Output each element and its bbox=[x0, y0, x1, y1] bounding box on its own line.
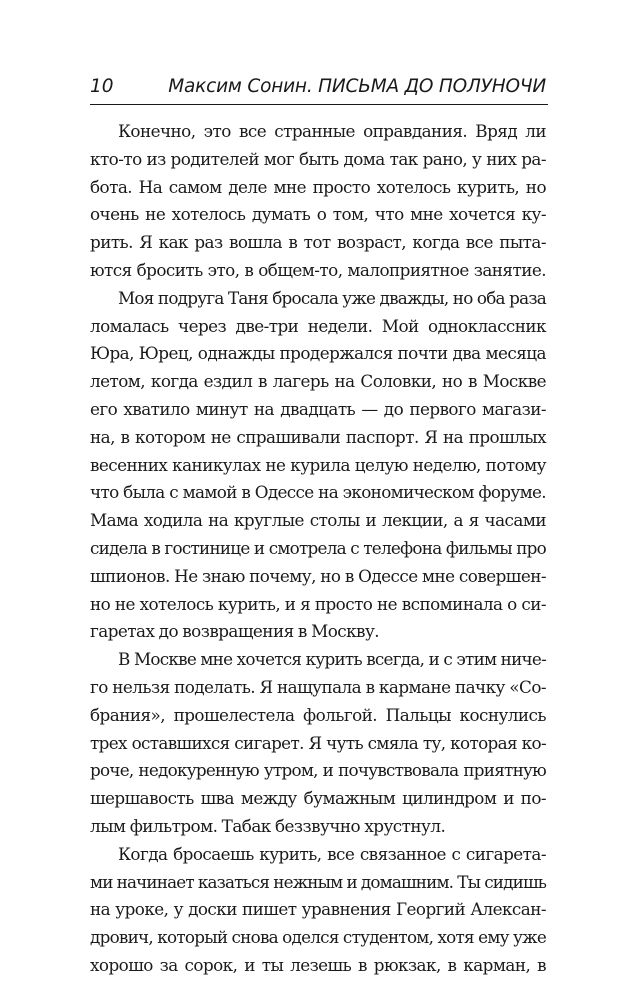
text-line: рить. Я как раз вошла в тот возраст, когда все пыта- bbox=[90, 232, 546, 253]
text-line: шпионов. Не знаю почему, но в Одессе мне совершен- bbox=[90, 565, 546, 586]
text-line: бота. На самом деле мне просто хотелось курить, но bbox=[90, 176, 546, 197]
text-line: на уроке, у доски пишет уравнения Георгий Алексан- bbox=[90, 899, 546, 920]
text-line: Юра, Юрец, однажды продержался почти два месяца bbox=[90, 343, 546, 364]
text-line: хорошо за сорок, и ты лезешь в рюкзак, в карман, в bbox=[90, 954, 546, 975]
text-line: что была с мамой в Одессе на экономическом форуме. bbox=[90, 482, 546, 503]
text-line: лым фильтром. Табак беззвучно хрустнул. bbox=[90, 815, 446, 836]
text-line: на, в котором не спрашивали паспорт. Я на прошлых bbox=[90, 426, 546, 447]
text-line: летом, когда ездил в лагерь на Соловки, но в Москве bbox=[90, 371, 546, 392]
text-line: ются бросить это, в общем-то, малоприятное занятие. bbox=[90, 259, 546, 280]
text-line: Мама ходила на круглые столы и лекции, а я часами bbox=[90, 510, 546, 531]
body-text bbox=[90, 118, 546, 980]
header-rule bbox=[90, 104, 548, 105]
text-line: гаретах до возвращения в Москву. bbox=[90, 621, 380, 642]
running-head bbox=[90, 76, 546, 106]
text-line: роче, недокуренную утром, и почувствовала приятную bbox=[90, 760, 546, 781]
text-line: но не хотелось курить, и я просто не вспоминала о си- bbox=[90, 593, 546, 614]
text-line: Когда бросаешь курить, все связанное с сигарета- bbox=[118, 843, 546, 864]
text-line: шершавость шва между бумажным цилиндром и по- bbox=[90, 788, 546, 809]
text-line: ломалась через две-три недели. Мой одноклассник bbox=[90, 315, 546, 336]
text-line: В Москве мне хочется курить всегда, и с этим ниче- bbox=[118, 649, 546, 670]
text-line: ми начинает казаться нежным и домашним. Ты сидишь bbox=[90, 871, 546, 892]
text-line: дрович, который снова оделся студентом, хотя ему уже bbox=[90, 927, 546, 948]
page-number: 10 bbox=[90, 76, 114, 97]
text-line: весенних каникулах не курила целую неделю, потому bbox=[90, 454, 546, 475]
text-line: сидела в гостинице и смотрела с телефона фильмы про bbox=[90, 537, 546, 558]
text-line: трех оставшихся сигарет. Я чуть смяла ту, которая ко- bbox=[90, 732, 546, 753]
running-head-title: Максим Сонин. ПИСЬМА ДО ПОЛУНОЧИ bbox=[168, 76, 546, 97]
text-line: очень не хотелось думать о том, что мне хочется ку- bbox=[90, 204, 546, 225]
text-line: брания», прошелестела фольгой. Пальцы коснулись bbox=[90, 704, 546, 725]
text-line: его хватило минут на двадцать — до первого магази- bbox=[90, 398, 546, 419]
text-line: го нельзя поделать. Я нащупала в кармане пачку «Со- bbox=[90, 676, 546, 697]
text-line: кто-то из родителей мог быть дома так рано, у них ра- bbox=[90, 148, 546, 169]
text-line: Конечно, это все странные оправдания. Вряд ли bbox=[118, 121, 546, 141]
text-line: Моя подруга Таня бросала уже дважды, но оба раза bbox=[118, 287, 546, 308]
